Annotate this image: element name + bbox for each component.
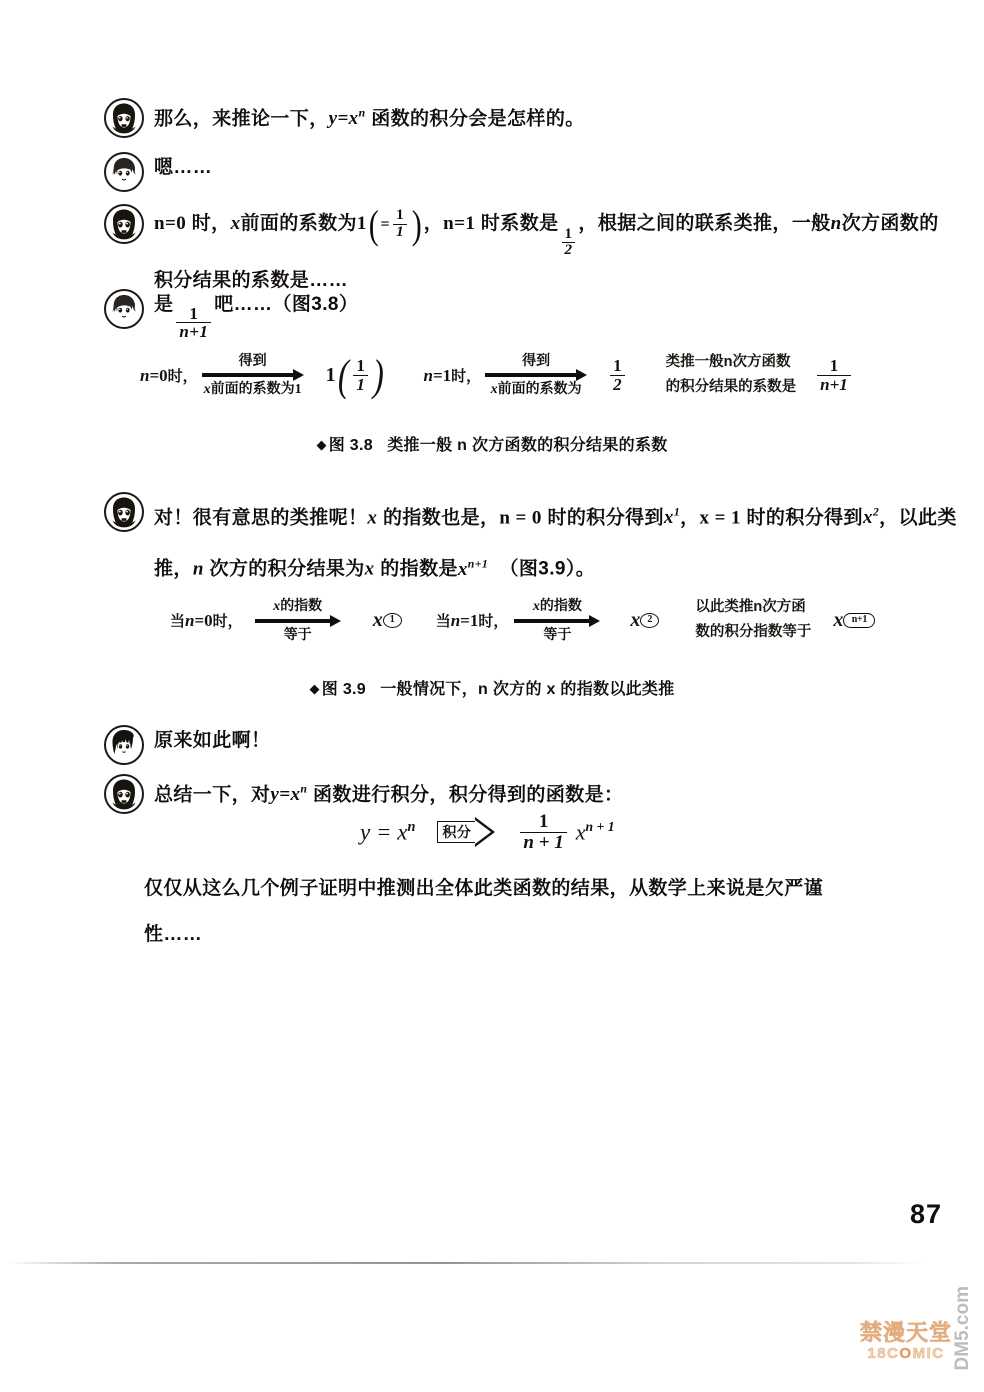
fig38-fraction-1-2: $\frac{1}{2}$ xyxy=(610,357,625,394)
dialogue-line-4 xyxy=(104,287,358,341)
figure-3-9-caption-text: 一般情况下，n 次方的 x 的指数以此类推 xyxy=(380,681,675,698)
watermark-main xyxy=(860,1321,952,1362)
d7-t1: 总结一下，对 xyxy=(154,784,271,806)
student-avatar-icon xyxy=(104,152,144,192)
fig38-step1-condition: n=0时， xyxy=(140,365,198,385)
figure-3-8 xyxy=(140,350,854,401)
teacher-avatar-icon xyxy=(104,98,144,138)
teacher-avatar-icon-2 xyxy=(104,204,144,244)
fig39-step2-arrow-bottom: 等于 xyxy=(543,625,572,642)
d3-t4: 时系数是 xyxy=(480,213,559,234)
caption-diamond-icon-2: ◆ xyxy=(309,681,320,696)
d5-t8: 的指数是 xyxy=(380,558,458,580)
figure-3-9-caption-label: 图 3.9 xyxy=(321,681,366,698)
student-avatar-icon-2 xyxy=(104,289,144,329)
d5-t7: 次方的积分结果为 xyxy=(209,558,365,580)
fig39-step2-condition: 当n=1时， xyxy=(435,610,509,630)
d7-yxn: $y=x^n$ xyxy=(270,783,308,806)
summary-formula xyxy=(360,812,615,853)
closing-paragraph xyxy=(144,866,934,958)
cond-n1: n=1 xyxy=(443,213,476,234)
watermark-cn-text: 禁漫天堂 xyxy=(859,1319,952,1345)
fig39-step1-arrow xyxy=(255,597,341,643)
fig39-step3-line2: 数的积分指数等于 xyxy=(695,624,812,641)
var-x: x xyxy=(230,213,241,234)
d3-t6: 次方函数的积分结果的系数是…… xyxy=(154,213,939,292)
d7-t2: 函数进行积分，积分得到的函数是： xyxy=(313,784,624,806)
fig38-step2-arrow-bottom: x前面的系数为 xyxy=(490,379,582,397)
d5-x-exp1: $x^1$ xyxy=(663,506,681,529)
arrow-right-icon xyxy=(202,370,304,380)
figure-3-8-row xyxy=(140,350,854,401)
fig38-step2-arrow xyxy=(485,352,587,398)
dialogue-text-6: 原来如此啊！ xyxy=(154,730,271,751)
dialogue-text-1-math: $y=x^n$ xyxy=(328,107,366,130)
d5-t6: ，以此类推， xyxy=(154,507,957,580)
fig39-step2-arrow-top: x的指数 xyxy=(532,597,582,615)
fraction-one-half: $\frac{1}{2}$ xyxy=(562,227,576,260)
d5-x2: x xyxy=(364,558,375,580)
fig38-fraction-1-1: $\frac{1}{1}$ xyxy=(353,357,368,394)
circled-exponent-2: 2 xyxy=(640,613,659,628)
integration-block-arrow-icon xyxy=(437,817,495,847)
page-number: 87 xyxy=(909,1199,942,1229)
fraction-one-over-one: $\frac{1}{1}$ xyxy=(393,208,407,241)
dialogue-text-4 xyxy=(154,287,358,341)
figure-3-8-caption xyxy=(0,432,984,455)
dialogue-text-1-a: 那么，来推论一下， xyxy=(154,108,329,130)
dialogue-text-2: 嗯…… xyxy=(154,157,213,178)
d3-t1: 时， xyxy=(191,213,231,234)
formula-rhs-exponent: n + 1 xyxy=(585,819,615,835)
d5-n: n xyxy=(192,558,204,580)
d3-t2: 前面的系数为 xyxy=(240,213,357,234)
dialogue-text-1-b: 函数的积分会是怎样的。 xyxy=(371,108,585,130)
var-n: n xyxy=(830,213,842,234)
integration-arrow-label: 积分 xyxy=(442,824,472,841)
right-paren: ) xyxy=(411,201,423,247)
d5-t4: ， xyxy=(680,507,700,529)
fig38-step2-condition: n=1时， xyxy=(423,365,482,385)
figure-3-9-caption xyxy=(0,676,984,699)
fig39-step1-condition: 当n=0时， xyxy=(170,610,243,630)
d4-t2: 吧……（图3.8） xyxy=(214,294,359,315)
dialogue-text-5 xyxy=(154,490,964,593)
fig39-step3-text xyxy=(695,595,811,646)
scan-artifact-line xyxy=(8,1262,924,1264)
arrow-right-icon-2 xyxy=(485,370,587,380)
fig38-step2-result xyxy=(607,357,628,394)
d5-t2: 的指数也是， xyxy=(383,507,500,529)
figure-3-8-caption-label: 图 3.8 xyxy=(328,437,373,454)
dialogue-line-2 xyxy=(104,150,212,192)
arrow-right-icon-4 xyxy=(514,616,600,626)
fig38-paren-group: ( $\frac{1}{1}$ ) xyxy=(337,350,384,400)
d3-t3: ， xyxy=(423,213,444,234)
left-paren: ( xyxy=(368,201,379,247)
dialogue-text-7 xyxy=(154,772,623,813)
fig38-step1-arrow xyxy=(202,352,304,398)
fig38-step3-result xyxy=(814,357,854,394)
d5-x-exp2: $x^2$ xyxy=(862,506,880,529)
dialogue-line-6 xyxy=(104,723,270,765)
arrow-right-icon-3 xyxy=(255,616,341,626)
fig39-step2-result: x 2 xyxy=(630,609,659,632)
formula-rhs xyxy=(517,812,614,853)
site-watermark xyxy=(848,1276,978,1388)
exponent-n: n xyxy=(358,107,366,120)
circled-exponent-1: 1 xyxy=(383,613,402,628)
d5-x-expn1: $x^{n+1}$ xyxy=(457,557,489,580)
formula-lhs-exponent: n xyxy=(407,819,416,836)
fig38-step3-text xyxy=(666,350,797,401)
d5-t9: （图3.9）。 xyxy=(499,558,596,580)
fig39-step3-line1: 以此类推n次方函 xyxy=(695,599,806,615)
fig38-step3-line2: 的积分结果的系数是 xyxy=(665,379,797,396)
watermark-en-text: 18COMIC xyxy=(867,1345,945,1362)
figure-3-9-row xyxy=(170,595,875,646)
fig38-step1-arrow-bottom: x前面的系数为1 xyxy=(203,379,302,397)
student-b-avatar-icon xyxy=(104,725,144,765)
dialogue-line-5 xyxy=(104,490,964,593)
closing-paragraph-line2: 性…… xyxy=(144,924,203,945)
fig38-fraction-1-n1: $\frac{1}{n+1}$ xyxy=(817,357,851,394)
figure-3-9 xyxy=(170,595,875,646)
formula-lhs: $y = x^n$ xyxy=(360,819,416,845)
formula-rhs-fraction: $\frac{1}{n + 1}$ xyxy=(520,812,566,853)
paren-fraction-group xyxy=(367,203,424,247)
equals-sign: = xyxy=(380,215,391,233)
fig38-step2-arrow-top: 得到 xyxy=(522,352,551,369)
fig39-step2-arrow xyxy=(514,597,600,643)
fig39-step1-result: x 1 xyxy=(373,609,402,632)
d5-t1: 对！很有意思的类推呢！ xyxy=(154,507,368,529)
coef-one: 1 xyxy=(356,213,367,234)
fig39-step1-arrow-bottom: 等于 xyxy=(283,625,312,642)
fig38-step1-arrow-top: 得到 xyxy=(238,352,267,369)
watermark-vertical-text: DM5.com xyxy=(952,1285,973,1370)
dialogue-line-7 xyxy=(104,772,623,814)
formula-rhs-base: $x^{n + 1}$ xyxy=(575,819,615,845)
circled-exponent-n-plus-1: n+1 xyxy=(843,613,875,628)
fig38-step3-line1: 类推一般n次方函数 xyxy=(665,354,791,370)
fig39-step3-result: x n+1 xyxy=(833,609,875,632)
fraction-one-over-n-plus-1: $\frac{1}{n+1}$ xyxy=(176,305,211,342)
d5-t3: 时的积分得到 xyxy=(547,507,664,529)
dialogue-text-1 xyxy=(154,96,585,137)
cond-n0: n=0 xyxy=(154,213,187,234)
teacher-avatar-icon-3 xyxy=(104,492,144,532)
caption-diamond-icon: ◆ xyxy=(316,437,327,452)
fig39-step1-arrow-top: x的指数 xyxy=(273,597,323,615)
d5-t5: 时的积分得到 xyxy=(746,507,863,529)
d5-x1: x xyxy=(367,507,378,529)
d4-t1: 是 xyxy=(154,294,174,315)
figure-3-8-caption-text: 类推一般 n 次方函数的积分结果的系数 xyxy=(387,437,668,454)
teacher-avatar-icon-4 xyxy=(104,774,144,814)
d3-t5: ，根据之间的联系类推，一般 xyxy=(578,213,831,234)
closing-paragraph-line1: 仅仅从这么几个例子证明中推测出全体此类函数的结果，从数学上来说是欠严谨 xyxy=(144,878,824,899)
integration-arrow-body xyxy=(437,821,475,843)
d5-x1cond: x = 1 xyxy=(699,507,741,529)
integration-arrow-tip xyxy=(475,817,495,847)
d5-n0: n = 0 xyxy=(499,507,542,529)
fig38-step1-result: 1 ( $\frac{1}{1}$ ) xyxy=(325,350,384,400)
dialogue-line-1 xyxy=(104,96,585,138)
